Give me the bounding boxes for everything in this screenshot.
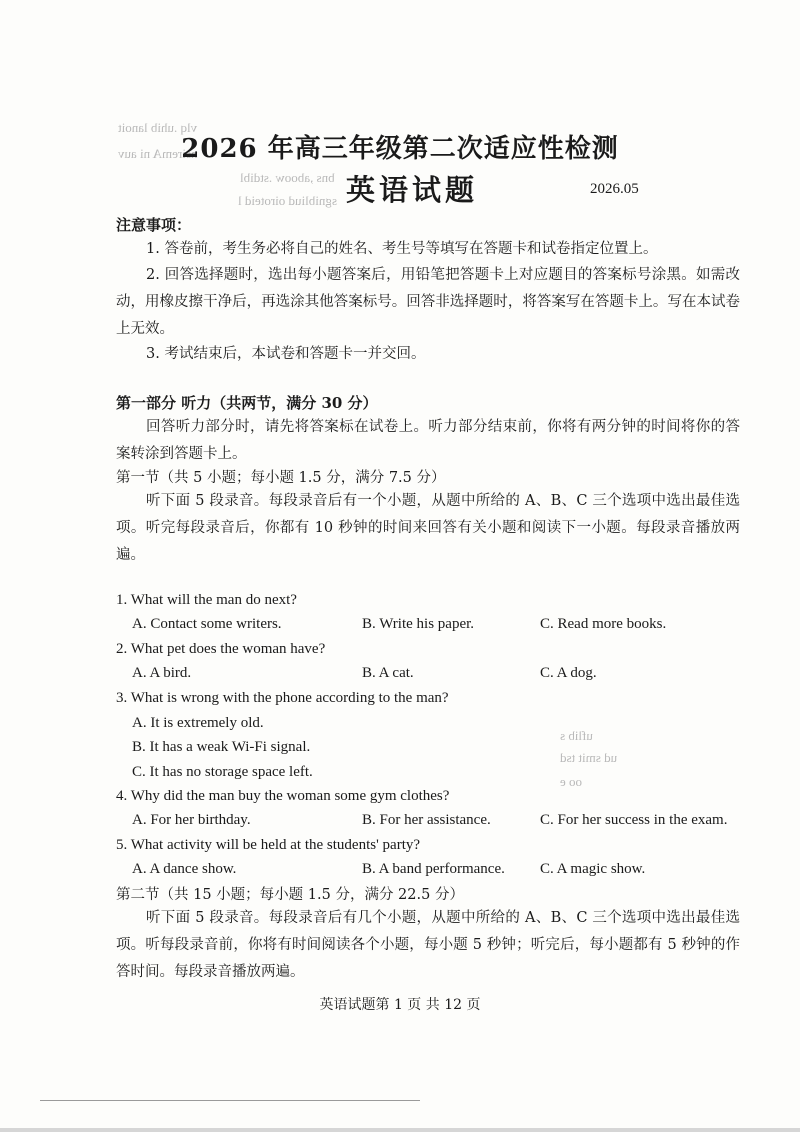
question-stem: 4. Why did the man buy the woman some gym clothes? xyxy=(116,788,450,804)
option-c: C. Read more books. xyxy=(540,616,667,632)
option-b: B. Write his paper. xyxy=(362,616,475,632)
part-heading: 第一部分 听力（共两节，满分 30 分） xyxy=(116,394,378,412)
option-b: B. A cat. xyxy=(362,665,414,681)
question-stem: 3. What is wrong with the phone according to the man? xyxy=(116,690,449,706)
notice-item: 3. 考试结束后，本试卷和答题卡一并交回。 xyxy=(146,346,426,362)
ghost-text-line: nsiremA ni auv xyxy=(118,146,198,161)
ghost-text-line: bns ,aboow .stdibl xyxy=(240,170,335,185)
section-heading: 第一节（共 5 小题；每小题 1.5 分，满分 7.5 分） xyxy=(116,470,446,486)
option-b: B. For her assistance. xyxy=(362,812,491,828)
exam-subtitle: 英语试题 xyxy=(345,173,478,207)
question-stem: 5. What activity will be held at the students' party? xyxy=(116,837,421,853)
ghost-text-line: uflib s xyxy=(560,728,593,743)
option-b: B. A band performance. xyxy=(362,861,505,877)
notice-heading: 注意事项： xyxy=(116,216,192,234)
ghost-text-line: sgnibliud oiroteid l xyxy=(238,193,337,208)
option-a: A. A bird. xyxy=(132,665,192,681)
option-c: C. A dog. xyxy=(540,665,597,681)
question-stem: 2. What pet does the woman have? xyxy=(116,641,326,657)
option-c: C. A magic show. xyxy=(540,861,646,877)
question-stem: 1. What will the man do next? xyxy=(116,592,297,608)
ghost-text-line: oo e xyxy=(560,774,583,789)
option-a: A. For her birthday. xyxy=(132,812,251,828)
option-b: B. It has a weak Wi-Fi signal. xyxy=(132,739,311,755)
option-a: A. A dance show. xyxy=(132,861,237,877)
exam-title: 2026 年高三年级第二次适应性检测 xyxy=(181,134,619,164)
option-c: C. It has no storage space left. xyxy=(132,764,313,780)
section-heading: 第二节（共 15 小题；每小题 1.5 分，满分 22.5 分） xyxy=(116,887,464,903)
ghost-text-line: ud smit tsd xyxy=(560,750,618,765)
section-intro: 听下面 5 段录音。每段录音后有几个小题，从题中所给的 A、B、C 三个选项中选出最佳选项。听每段录音前，你将有时间阅读各个小题，每小题 5 秒钟；听完后，每小题都有 5 秒钟的作答时间。每段录音播放两遍。 xyxy=(116,910,740,980)
exam-date: 2026.05 xyxy=(590,181,639,197)
part-intro: 回答听力部分时，请先将答案标在试卷上。听力部分结束前，你将有两分钟的时间将你的答案转涂到答题卡上。 xyxy=(116,419,740,462)
scan-bottom-edge xyxy=(0,1128,800,1132)
notice-item: 2. 回答选择题时，选出每小题答案后，用铅笔把答题卡上对应题目的答案标号涂黑。如需改动，用橡皮擦干净后，再选涂其他答案标号。回答非选择题时，将答案写在答题卡上。写在本试卷上无效。 xyxy=(116,267,740,337)
option-a: A. Contact some writers. xyxy=(132,616,282,632)
scan-edge-line xyxy=(40,1100,420,1101)
notice-item: 1. 答卷前，考生务必将自己的姓名、考生号等填写在答题卡和试卷指定位置上。 xyxy=(146,241,658,257)
page-footer: 英语试题第 1 页 共 12 页 xyxy=(319,997,481,1013)
option-a: A. It is extremely old. xyxy=(132,715,264,731)
ghost-text-line: vlq .uhib lanoit xyxy=(118,120,198,135)
section-intro: 听下面 5 段录音。每段录音后有一个小题，从题中所给的 A、B、C 三个选项中选出最佳选项。听完每段录音后，你都有 10 秒钟的时间来回答有关小题和阅读下一小题。每段录音播放两遍。 xyxy=(116,493,740,563)
option-c: C. For her success in the exam. xyxy=(540,812,728,828)
